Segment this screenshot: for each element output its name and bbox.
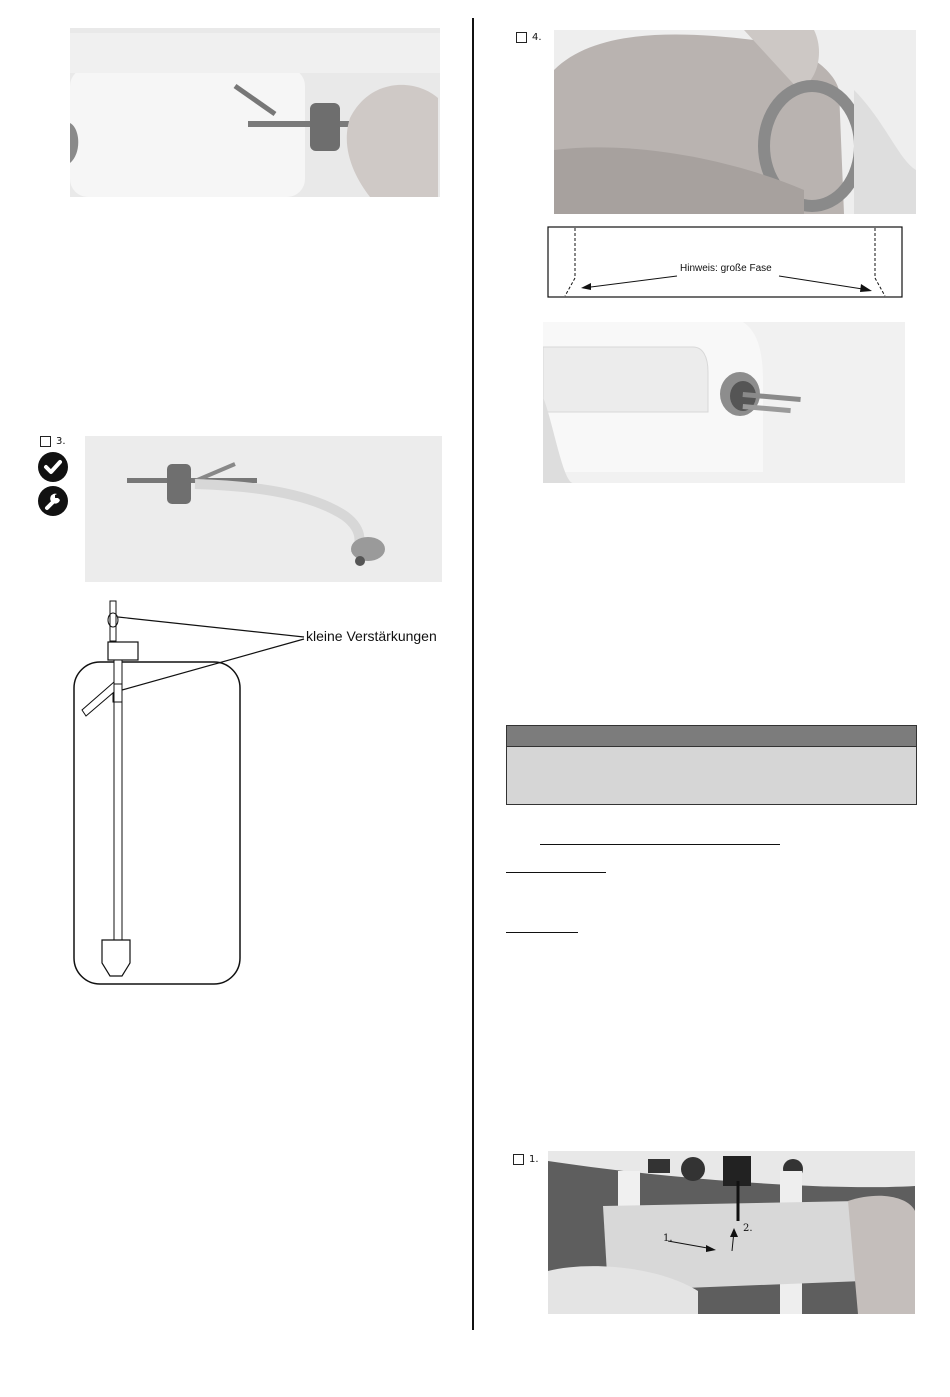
step-number: 4.	[532, 32, 542, 43]
reinforcements-label: kleine Verstärkungen	[306, 628, 437, 644]
note-box-header	[507, 726, 916, 747]
step-3-checkbox[interactable]	[40, 436, 66, 448]
column-divider	[472, 18, 474, 1330]
step-1-checkbox[interactable]	[513, 1154, 539, 1166]
note-box	[506, 725, 917, 805]
wrench-icon	[38, 486, 68, 516]
photo-fuselage-interior	[548, 1151, 915, 1314]
heading-underline	[540, 844, 780, 845]
chamfer-note: Hinweis: große Fase	[680, 263, 772, 274]
step-number: 1.	[529, 1154, 539, 1165]
diagram-chamfer	[547, 226, 903, 298]
step-number: 3.	[56, 436, 66, 447]
photo-tank-stopper	[70, 28, 440, 197]
subheading-underline	[506, 872, 606, 873]
checkbox[interactable]	[40, 436, 51, 447]
photo-tank-installed	[543, 322, 905, 483]
check-icon	[38, 452, 68, 482]
checkbox[interactable]	[513, 1154, 524, 1165]
arrow-label-1: 1.	[663, 1233, 673, 1244]
checkbox[interactable]	[516, 32, 527, 43]
subheading-underline	[506, 932, 578, 933]
photo-stopper-tube-clunk	[85, 436, 442, 582]
arrow-label-2: 2.	[743, 1223, 753, 1234]
diagram-fuel-tank	[70, 598, 450, 990]
step-4-checkbox[interactable]	[516, 32, 542, 44]
photo-ring-chamfer	[554, 30, 916, 214]
